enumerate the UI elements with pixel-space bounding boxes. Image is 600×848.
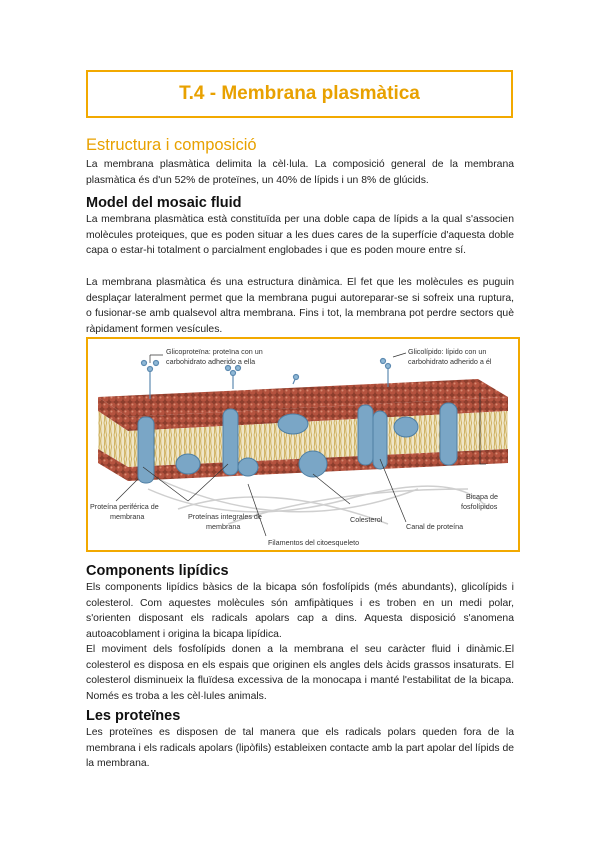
label-protein-channel: Canal de proteína	[406, 522, 464, 531]
membrane-figure	[86, 337, 520, 552]
label-cholesterol: Colesterol	[350, 515, 383, 524]
membrane-illustration	[88, 339, 518, 550]
paragraph-lipids-1: Els components lipídics bàsics de la bicapa són fosfolípids (més abundants), glicolípids i colesterol. Com aquestes molècules són amfipàtiques i es troben en un medi polar, s'orienten disposant els radicals apolars cap a dins. Aquesta disposició s'anomena autoacoblament i origina la bicapa lipídica.	[86, 582, 514, 641]
title-box	[86, 70, 513, 118]
label-bilayer-1: Bicapa de	[466, 492, 498, 501]
heading-lipid-components: Components lipídics	[86, 563, 229, 579]
label-glycoprotein-2: carbohidrato adherido a ella	[166, 357, 256, 366]
label-integral-1: Proteínas integrales de	[188, 512, 262, 521]
label-glycolipid-2: carbohidrato adherido a él	[408, 357, 492, 366]
paragraph-proteins: Les proteïnes es disposen de tal manera que els radicals polars queden fora de la membrana i els radicals apolars (lipòfils) estableixen contacte amb la part apolar del lípids de la membrana.	[86, 727, 514, 770]
page-title: T.4 - Membrana plasmàtica	[179, 83, 420, 104]
paragraph-structure: La membrana plasmàtica delimita la cèl·lula. La composició general de la membrana plasmàtica és d'un 52% de proteïnes, un 40% de lípids i un 8% de glúcids.	[86, 159, 514, 186]
label-peripheral-2: membrana	[110, 512, 145, 521]
label-glycolipid-1: Glicolípido: lípido con un	[408, 347, 487, 356]
label-bilayer-2: fosfolípidos	[461, 502, 498, 511]
label-integral-2: membrana	[206, 522, 241, 531]
heading-proteins: Les proteïnes	[86, 708, 181, 724]
paragraph-fluid-mosaic-1: La membrana plasmàtica està constituïda per una doble capa de lípids a la qual s'associen molècules proteiques, que es poden situar a les dues cares de la superfície d'aquesta doble capa o estar-hi totalment o parcialment englobades i que es poden moure entre sí.	[86, 214, 514, 257]
paragraph-fluid-mosaic-2: La membrana plasmàtica és una estructura dinàmica. El fet que les molècules es puguin desplaçar lateralment permet que la membrana pugui autoreparar-se si sofreix una ruptura, o fusionar-se amb qualsevol altra membrana. Fins i tot, la membrana pot perdre sectors què ràpidament formen vesícules.	[86, 277, 514, 336]
label-filaments: Filamentos del citoesqueleto	[268, 538, 360, 547]
label-peripheral-1: Proteína periférica de	[90, 502, 159, 511]
heading-structure: Estructura i composició	[86, 136, 257, 154]
label-glycoprotein-1: Glicoproteïna: proteïna con un	[166, 347, 263, 356]
heading-fluid-mosaic: Model del mosaic fluid	[86, 195, 242, 211]
paragraph-lipids-2: El moviment dels fosfolípids donen a la membrana el seu caràcter fluid i dinàmic.El colesterol es disposa en els espais que originen els angles dels àcids grassos insaturats. El colesterol disminueix la fluïdesa excessiva de la monocapa i manté l'estabilitat de la bicapa. Només es troba a les cèl·lules animals.	[86, 644, 514, 703]
